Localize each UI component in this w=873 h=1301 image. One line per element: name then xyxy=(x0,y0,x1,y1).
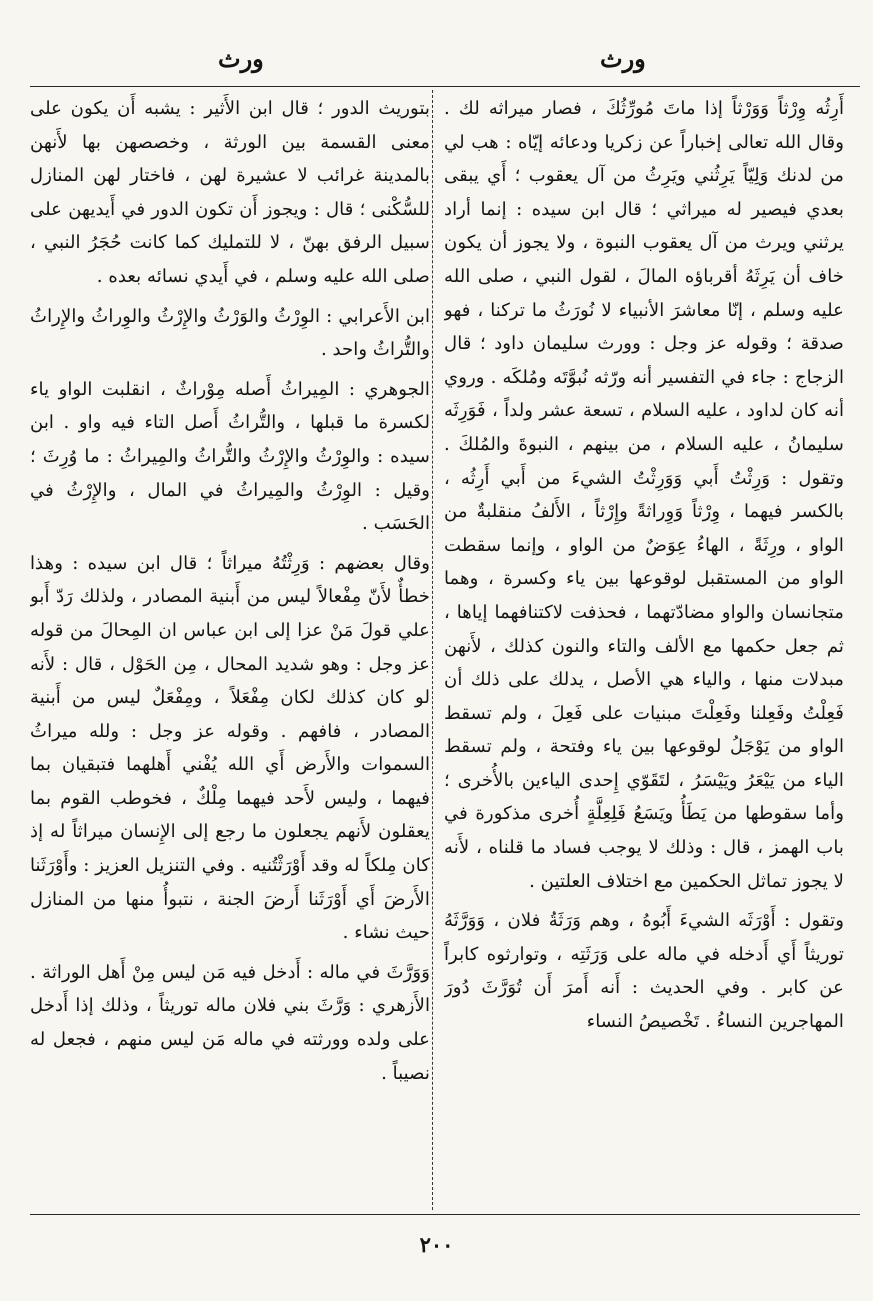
paragraph: الجوهري : المِيراثُ أَصله مِوْراثٌ ، انقلبت الواو ياء لكسرة ما قبلها ، والتُّراثُ أَصل التاء فيه واو . ابن سيده : والوِرْثُ والإِرْثُ والتُّراثُ والمِيراثُ : ما وُرِثَ ؛ وقيل : الوِرْثُ والمِيراثُ في المال ، والإِرْثُ في الحَسَب . xyxy=(30,378,430,535)
paragraph: أَرِثُه وِرْثاً وَوَرْثاً إذا ماتَ مُورِّثُكَ ، فصار ميراثه لك . وقال الله تعالى إخباراً عن زكريا ودعائه إيّاه : هب لي من لدنك وَلِيّاً يَرِثُني ويَرِثُ من آل يعقوب ؛ أَي يبقى بعدي فيصير له ميراثي ؛ قال ابن سيده : إنما أراد يرثني ويرث من آل يعقوب النبوة ، ولا يجوز أن يكون خاف أن يَرِثَهُ أقرباؤه المالَ ، لقول النبي ، صلى الله عليه وسلم ، إنّا معاشرَ الأنبياء لا نُورَثُ ما تركنا ، فهو صدقة ؛ وقوله عز وجل : وورث سليمان داود ؛ قال الزجاج : جاء في التفسير أنه ورّثه نُبوَّتَه ومُلكَه . وروي أنه كان لداود ، عليه السلام ، تسعة عشر ولداً ، فَوَرِثَه سليمانُ ، عليه السلام ، من بينهم ، النبوةَ والمُلكَ . وتقول : وَرِثْتُ أَبي وَوَرِثْتُ الشيءَ من أَبي أَرِثُه ، بالكسر فيهما ، وِرْثاً وَوِراثةً وإِرْثاً ، الأَلفُ منقلبةٌ من الواو ، ورِثَةً ، الهاءُ عِوَضٌ من الواو ، وإنما سقطت الواو من المستقبل لوقوعها بين ياء وكسرة ، وهما متجانسان والواو مضادّتهما ، فحذفت لاكتنافهما إياها ، ثم جعل حكمها مع الألف والتاء والنون كذلك ، لأَنهن مبدلات منها ، والياء هي الأصل ، يدلك على ذلك أن فَعِلْتُ وفَعِلنا وفَعِلْتَ مبنيات على فَعِلَ ، ولم تسقط الواو من يَوْجَلُ لوقوعها بين ياء وفتحة ، ولم تسقط الياء من يَيْعَرُ ويَيْسَرُ ، لتَقَوّي إِحدى الياءين بالأُخرى ؛ وأما سقوطها من يَطَأُ ويَسَعُ فَلِعِلَّةٍ أُخرى مذكورة في باب الهمز ، قال : وذلك لا يوجب فساد ما قلناه ، لأَنه لا يجوز تماثل الحكمين مع اختلاف العلتين . xyxy=(444,98,844,892)
left-column xyxy=(30,92,430,1207)
paragraph: بتوريث الدور ؛ قال ابن الأَثير : يشبه أَن يكون على معنى القسمة بين الورثة ، وخصصهن بها لأَنهن بالمدينة غرائب لا عشيرة لهن ، فاختار لهن المنازل للسُّكْنى ؛ قال : ويجوز أَن تكون الدور في أَيديهن على سبيل الرفق بهنّ ، لا للتمليك كما كانت حُجَرُ النبي ، صلى الله عليه وسلم ، في أَيدي نسائه بعده . xyxy=(30,98,430,287)
paragraph: وتقول : أَوْرَثَه الشيءَ أَبُوهُ ، وهم وَرَثَةُ فلان ، وَوَرَّثَهُ توريثاً أَي أَدخله في ماله على وَرَثَتِه ، وتوارثوه كابراً عن كابر . وفي الحديث : أَنه أَمرَ أَن تُوَرَّثَ دُورَ المهاجرين النساءُ . تَخْصيصُ النساء xyxy=(444,910,844,1033)
footer-rule xyxy=(30,1214,860,1215)
right-column xyxy=(444,92,844,1207)
header-rule xyxy=(30,86,860,87)
page-number: ٢٠٠ xyxy=(419,1232,454,1257)
running-head-right: ورث xyxy=(600,44,646,73)
paragraph: ابن الأَعرابي : الوِرْثُ والوَرْثُ والإِرْثُ والوِراثُ والإِراثُ والتُّراثُ واحد . xyxy=(30,305,430,361)
running-head-left: ورث xyxy=(218,44,264,73)
paragraph: وقال بعضهم : وَرِثْتُهُ ميراثاً ؛ قال ابن سيده : وهذا خطأٌ لأَنّ مِفْعالاً ليس من أَبنية المصادر ، ولذلك رَدّ أَبو علي قولَ مَنْ عزا إلى ابن عباس ان المِحالَ من قوله عز وجل : وهو شديد المحال ، مِن الحَوْل ، قال : لأَنه لو كان كذلك لكان مِفْعَلاً ، ومِفْعَلٌ ليس من أَبنية المصادر ، فافهم . وقوله عز وجل : ولله ميراثُ السموات والأَرض أَي الله يُفْني أَهلهما فتبقيان بما فيهما ، وليس لأَحد فيهما مِلْكٌ ، فخوطب القوم بما يعقلون لأَنهم يجعلون ما رجع إلى الإِنسان ميراثاً له إذ كان مِلكاً له وقد أَوْرَثْتُنيه . وفي التنزيل العزيز : وأَوْرَثَنا الأَرضَ أَي أَوْرَثَنا أَرضَ الجنة ، نتبوأُ منها من المنازل حيث نشاء . xyxy=(30,552,430,944)
column-divider xyxy=(432,90,433,1210)
paragraph: وَوَرَّثَ في ماله : أَدخل فيه مَن ليس مِنْ أَهل الوراثة . الأَزهري : وَرَّثَ بني فلان ماله توريثاً ، وذلك إذا أَدخل على ولده وورثته في ماله مَن ليس منهم ، فجعل له نصيباً . xyxy=(30,961,430,1084)
